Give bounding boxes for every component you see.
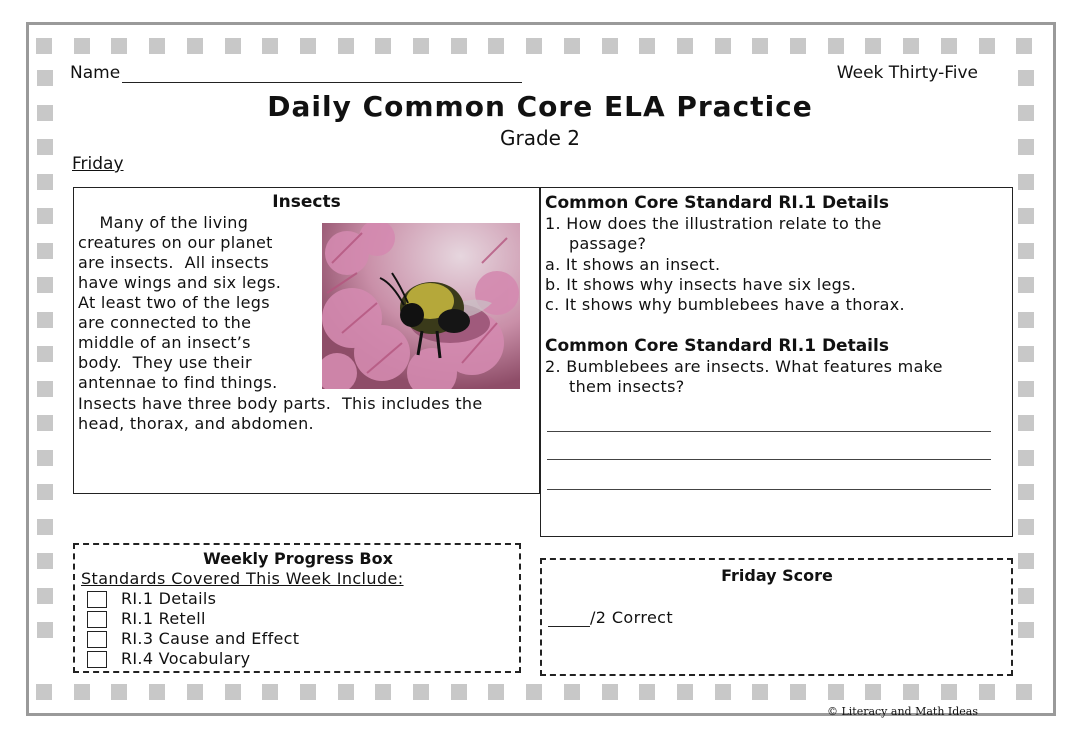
score-box-title: Friday Score	[721, 566, 833, 585]
border-square	[37, 450, 53, 466]
border-square	[37, 415, 53, 431]
border-square	[338, 684, 354, 700]
border-square	[865, 684, 881, 700]
border-square	[37, 553, 53, 569]
border-square	[903, 38, 919, 54]
border-square	[488, 684, 504, 700]
standard-checkbox[interactable]	[87, 591, 107, 608]
question-1-text-cont: passage?	[569, 234, 647, 253]
border-square	[488, 38, 504, 54]
border-square	[262, 684, 278, 700]
border-square	[375, 684, 391, 700]
standard-label: RI.1 Details	[121, 589, 217, 608]
border-square	[941, 38, 957, 54]
friday-score-box	[540, 558, 1013, 676]
border-square	[413, 38, 429, 54]
border-square	[1018, 174, 1034, 190]
border-square	[828, 38, 844, 54]
border-square	[262, 38, 278, 54]
border-square	[36, 38, 52, 54]
border-square	[451, 38, 467, 54]
border-square	[187, 684, 203, 700]
standard-checkbox[interactable]	[87, 611, 107, 628]
border-square	[715, 684, 731, 700]
border-square	[639, 38, 655, 54]
score-blank[interactable]	[548, 610, 590, 627]
passage-line: middle of an insect’s	[78, 333, 251, 352]
question-2-standard: Common Core Standard RI.1 Details	[545, 336, 889, 356]
border-square	[37, 588, 53, 604]
border-square	[36, 684, 52, 700]
passage-line: have wings and six legs.	[78, 273, 282, 292]
border-square	[1018, 381, 1034, 397]
border-square	[37, 312, 53, 328]
border-square	[37, 277, 53, 293]
border-square	[1018, 208, 1034, 224]
score-text: /2 Correct	[590, 608, 674, 627]
border-square	[1018, 70, 1034, 86]
questions-box	[540, 187, 1013, 537]
passage-line: Many of the living	[78, 213, 249, 232]
question-1-standard: Common Core Standard RI.1 Details	[545, 193, 889, 213]
border-square	[1018, 588, 1034, 604]
passage-line: are connected to the	[78, 313, 252, 332]
answer-line[interactable]	[547, 459, 991, 460]
border-square	[451, 684, 467, 700]
grade-subtitle: Grade 2	[499, 126, 581, 150]
border-square	[149, 38, 165, 54]
border-square	[602, 684, 618, 700]
passage-line: antennae to find things.	[78, 373, 278, 392]
border-square	[715, 38, 731, 54]
score-field	[548, 608, 673, 627]
border-square	[677, 38, 693, 54]
question-2-text-cont: them insects?	[569, 377, 685, 396]
border-square	[1018, 450, 1034, 466]
border-square	[300, 38, 316, 54]
border-square	[300, 684, 316, 700]
progress-box-subtitle: Standards Covered This Week Include:	[81, 569, 404, 588]
border-square	[526, 38, 542, 54]
border-square	[941, 684, 957, 700]
bumblebee-photo	[322, 223, 520, 389]
name-field	[70, 63, 522, 83]
border-square	[790, 38, 806, 54]
border-square	[1018, 243, 1034, 259]
answer-choice-b[interactable]: b. It shows why insects have six legs.	[545, 275, 857, 294]
answer-line[interactable]	[547, 431, 991, 432]
week-label: Week Thirty-Five	[836, 63, 978, 83]
border-square	[37, 70, 53, 86]
border-square	[979, 38, 995, 54]
border-square	[111, 38, 127, 54]
answer-choice-a[interactable]: a. It shows an insect.	[545, 255, 721, 274]
border-square	[37, 174, 53, 190]
border-square	[37, 381, 53, 397]
border-square	[790, 684, 806, 700]
border-square	[1016, 38, 1032, 54]
border-square	[564, 38, 580, 54]
bumblebee-illustration	[322, 223, 520, 389]
border-square	[903, 684, 919, 700]
border-square	[1018, 277, 1034, 293]
border-square	[752, 684, 768, 700]
page-title: Daily Common Core ELA Practice	[267, 90, 813, 123]
question-1-text: 1. How does the illustration relate to the	[545, 214, 882, 233]
passage-box	[73, 187, 540, 494]
standard-checkbox[interactable]	[87, 651, 107, 668]
border-square	[225, 684, 241, 700]
border-square	[37, 622, 53, 638]
border-square	[187, 38, 203, 54]
passage-line: are insects. All insects	[78, 253, 269, 272]
border-square	[639, 684, 655, 700]
day-label: Friday	[72, 154, 124, 174]
border-square	[865, 38, 881, 54]
border-square	[1018, 346, 1034, 362]
border-square	[37, 346, 53, 362]
border-square	[526, 684, 542, 700]
answer-line[interactable]	[547, 489, 991, 490]
border-square	[602, 38, 618, 54]
border-square	[828, 684, 844, 700]
border-square	[677, 684, 693, 700]
progress-box-title: Weekly Progress Box	[203, 549, 393, 568]
passage-line: body. They use their	[78, 353, 252, 372]
border-square	[1018, 484, 1034, 500]
border-square	[338, 38, 354, 54]
border-square	[111, 684, 127, 700]
border-square	[37, 519, 53, 535]
border-square	[413, 684, 429, 700]
standard-label: RI.4 Vocabulary	[121, 649, 251, 668]
border-square	[74, 38, 90, 54]
border-square	[225, 38, 241, 54]
border-square	[37, 208, 53, 224]
weekly-progress-box	[73, 543, 521, 673]
border-square	[1018, 622, 1034, 638]
border-square	[1018, 519, 1034, 535]
standard-checkbox[interactable]	[87, 631, 107, 648]
answer-choice-c[interactable]: c. It shows why bumblebees have a thorax.	[545, 295, 905, 314]
border-square	[1018, 312, 1034, 328]
border-square	[74, 684, 90, 700]
border-square	[375, 38, 391, 54]
passage-title: Insects	[272, 192, 341, 212]
border-square	[37, 484, 53, 500]
border-square	[979, 684, 995, 700]
border-square	[1018, 553, 1034, 569]
border-square	[1016, 684, 1032, 700]
border-square	[752, 38, 768, 54]
border-square	[37, 243, 53, 259]
name-label: Name	[70, 63, 121, 83]
copyright-notice: © Literacy and Math Ideas	[826, 705, 978, 718]
passage-line: creatures on our planet	[78, 233, 273, 252]
passage-line: head, thorax, and abdomen.	[78, 414, 314, 433]
border-square	[1018, 415, 1034, 431]
passage-line: At least two of the legs	[78, 293, 270, 312]
border-square	[564, 684, 580, 700]
standard-label: RI.3 Cause and Effect	[121, 629, 300, 648]
border-square	[149, 684, 165, 700]
question-2-text: 2. Bumblebees are insects. What features make	[545, 357, 943, 376]
passage-line: Insects have three body parts. This includes the	[78, 394, 483, 413]
name-blank-line	[122, 64, 522, 83]
standard-label: RI.1 Retell	[121, 609, 206, 628]
